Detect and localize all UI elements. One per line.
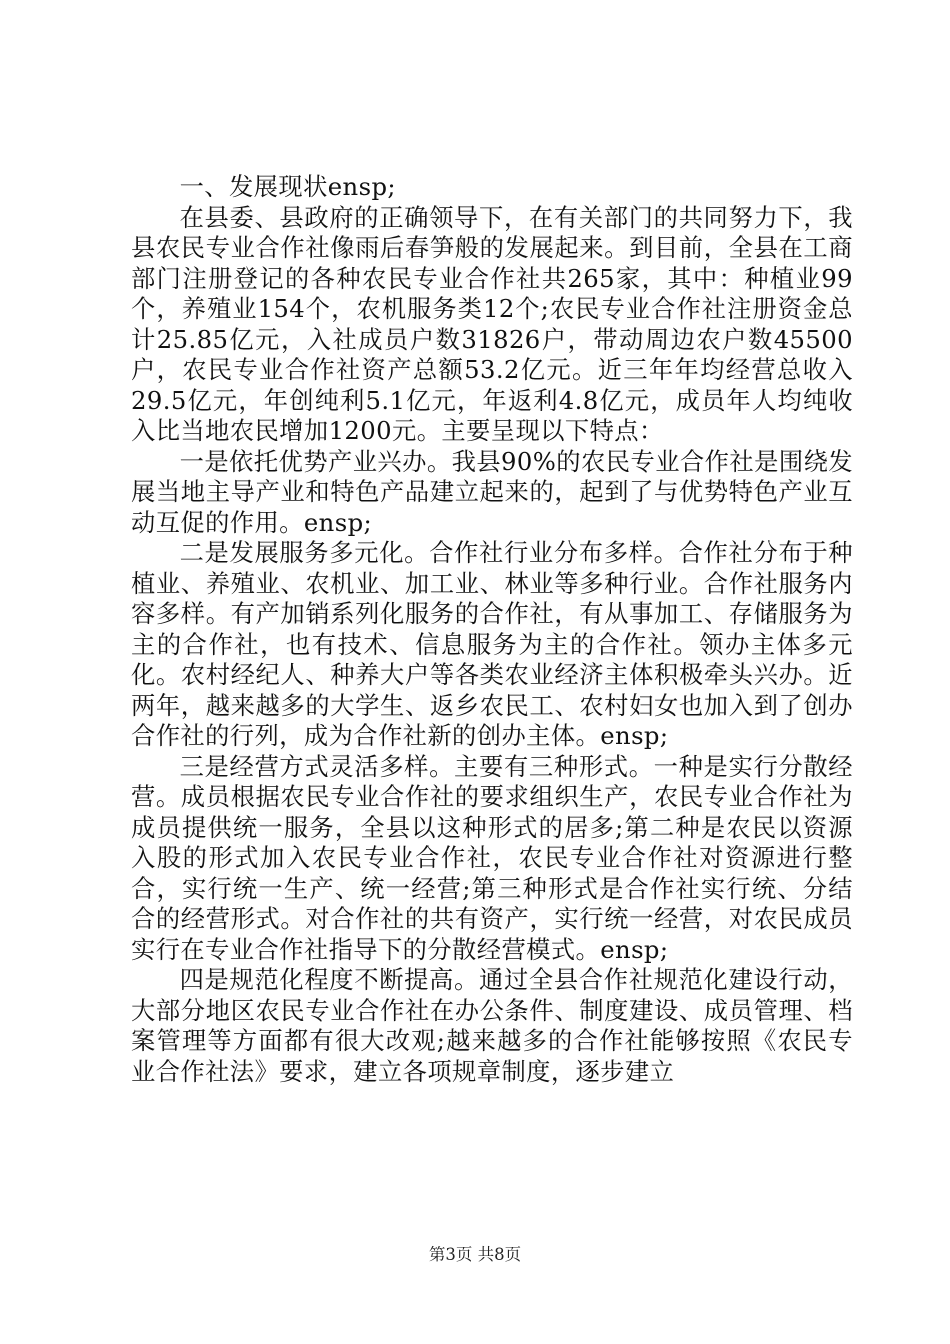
paragraph-overview: 在县委、县政府的正确领导下，在有关部门的共同努力下，我县农民专业合作社像雨后春笋般的发展起来。到目前，全县在工商部门注册登记的各种农民专业合作社共265家，其中：种植业99个，养殖业154个，农机服务类12个;农民专业合作社注册资金总计25.85亿元，入社成员户数31826户，带动周边农户数45500户，农民专业合作社资产总额53.2亿元。近三年年均经营总收入29.5亿元，年创纯利5.1亿元，年返利4.8亿元，成员年人均纯收入比当地农民增加1200元。主要呈现以下特点： [131,202,853,445]
document-body [131,172,853,1087]
paragraph-feature-4: 四是规范化程度不断提高。通过全县合作社规范化建设行动，大部分地区农民专业合作社在办公条件、制度建设、成员管理、档案管理等方面都有很大改观;越来越多的合作社能够按照《农民专业合作社法》要求，建立各项规章制度，逐步建立 [131,965,853,1086]
paragraph-feature-1: 一是依托优势产业兴办。我县90%的农民专业合作社是围绕发展当地主导产业和特色产品建立起来的，起到了与优势特色产业互动互促的作用。ensp; [131,446,853,537]
page-number-footer: 第3页 共8页 [428,1245,522,1264]
paragraph-feature-2: 二是发展服务多元化。合作社行业分布多样。合作社分布于种植业、养殖业、农机业、加工业、林业等多种行业。合作社服务内容多样。有产加销系列化服务的合作社，有从事加工、存储服务为主的合作社，也有技术、信息服务为主的合作社。领办主体多元化。农村经纪人、种养大户等各类农业经济主体积极牵头兴办。近两年，越来越多的大学生、返乡农民工、农村妇女也加入到了创办合作社的行列，成为合作社新的创办主体。ensp; [131,538,853,750]
section-heading: 一、发展现状ensp; [179,172,397,201]
paragraph-feature-3: 三是经营方式灵活多样。主要有三种形式。一种是实行分散经营。成员根据农民专业合作社的要求组织生产，农民专业合作社为成员提供统一服务，全县以这种形式的居多;第二种是农民以资源入股的形式加入农民专业合作社，农民专业合作社对资源进行整合，实行统一生产、统一经营;第三种形式是合作社实行统、分结合的经营形式。对合作社的共有资产，实行统一经营，对农民成员实行在专业合作社指导下的分散经营模式。ensp; [131,751,853,964]
